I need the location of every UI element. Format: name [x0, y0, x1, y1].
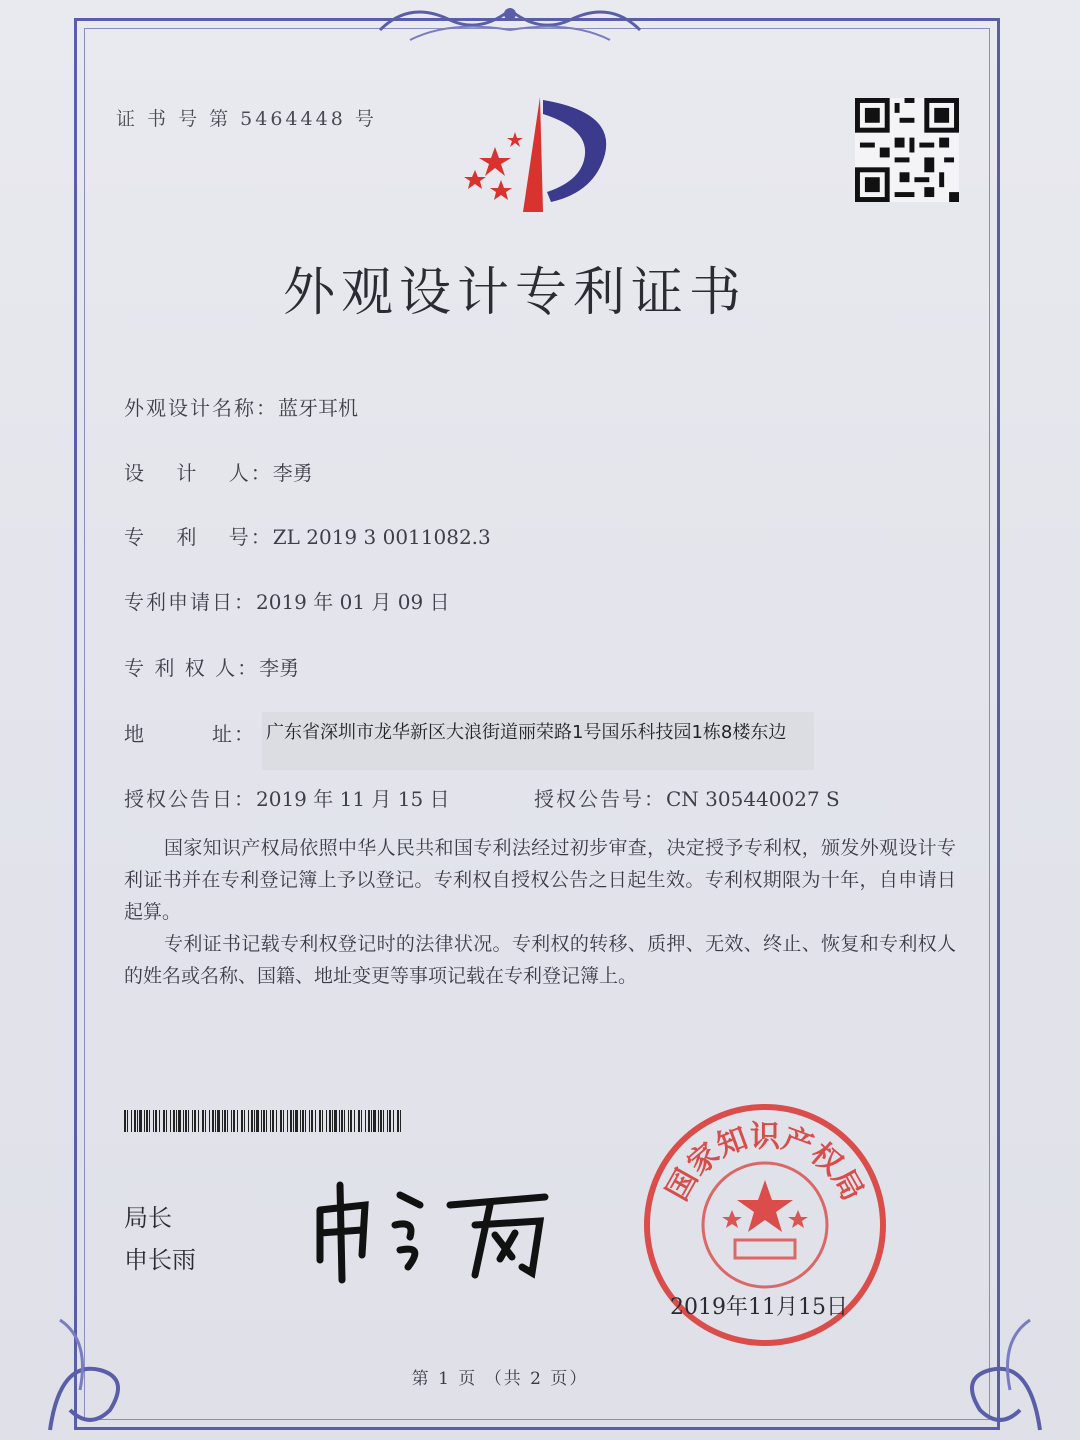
barcode-icon — [124, 1110, 402, 1132]
legal-paragraph-2: 专利证书记载专利权登记时的法律状况。专利权的转移、质押、无效、终止、恢复和专利权人的姓名或名称、国籍、地址变更等事项记载在专利登记簿上。 — [124, 933, 956, 987]
design-name-label: 外观设计名称： — [124, 396, 278, 420]
patentee-row — [124, 652, 299, 681]
certificate-title: 外观设计专利证书 — [282, 263, 747, 323]
designer-value: 李勇 — [272, 461, 313, 485]
patent-number-row — [124, 521, 491, 550]
address-label: 地 址： — [124, 722, 256, 746]
patentee-value: 李勇 — [259, 656, 300, 680]
director-name: 申长雨 — [124, 1246, 196, 1274]
grant-number-row — [534, 783, 840, 812]
designer-label: 设 计 人： — [124, 461, 273, 485]
director-title: 局长 — [124, 1204, 172, 1232]
design-name-row — [124, 392, 358, 421]
certificate-number: 证 书 号 第 5464448 号 — [116, 108, 377, 130]
patent-office-logo-icon — [455, 92, 625, 222]
director-signature-icon — [300, 1175, 560, 1285]
patent-number-label: 专 利 号： — [124, 525, 273, 549]
address-row — [124, 718, 256, 747]
grant-number-value: CN 305440027 S — [666, 787, 840, 811]
filing-date-row — [124, 586, 450, 615]
design-name-value: 蓝牙耳机 — [278, 396, 358, 420]
seal-date: 2019年11月15日 — [670, 1295, 848, 1320]
address-value: 广东省深圳市龙华新区大浪街道丽荣路1号国乐科技园1栋8楼东边 — [262, 712, 814, 770]
filing-date-label: 专利申请日： — [124, 590, 256, 614]
grant-date-value: 2019 年 11 月 15 日 — [256, 787, 450, 811]
seal-text: 国家知识产权局 — [659, 1119, 871, 1207]
filing-date-value: 2019 年 01 月 09 日 — [256, 590, 450, 614]
page-number: 第 1 页 （共 2 页） — [411, 1369, 589, 1389]
patent-number-value: ZL 2019 3 0011082.3 — [272, 525, 491, 549]
patentee-label: 专 利 权 人： — [124, 656, 260, 680]
top-ornament-icon — [370, 0, 650, 46]
designer-row — [124, 457, 313, 486]
legal-paragraph-1: 国家知识产权局依照中华人民共和国专利法经过初步审查，决定授予专利权，颁发外观设计专利证书并在专利登记簿上予以登记。专利权自授权公告之日起生效。专利权期限为十年，自申请日起算。 — [124, 837, 956, 923]
grant-number-label: 授权公告号： — [534, 787, 666, 811]
qr-code-icon — [855, 98, 959, 202]
grant-date-row — [124, 783, 450, 812]
grant-date-label: 授权公告日： — [124, 787, 256, 811]
